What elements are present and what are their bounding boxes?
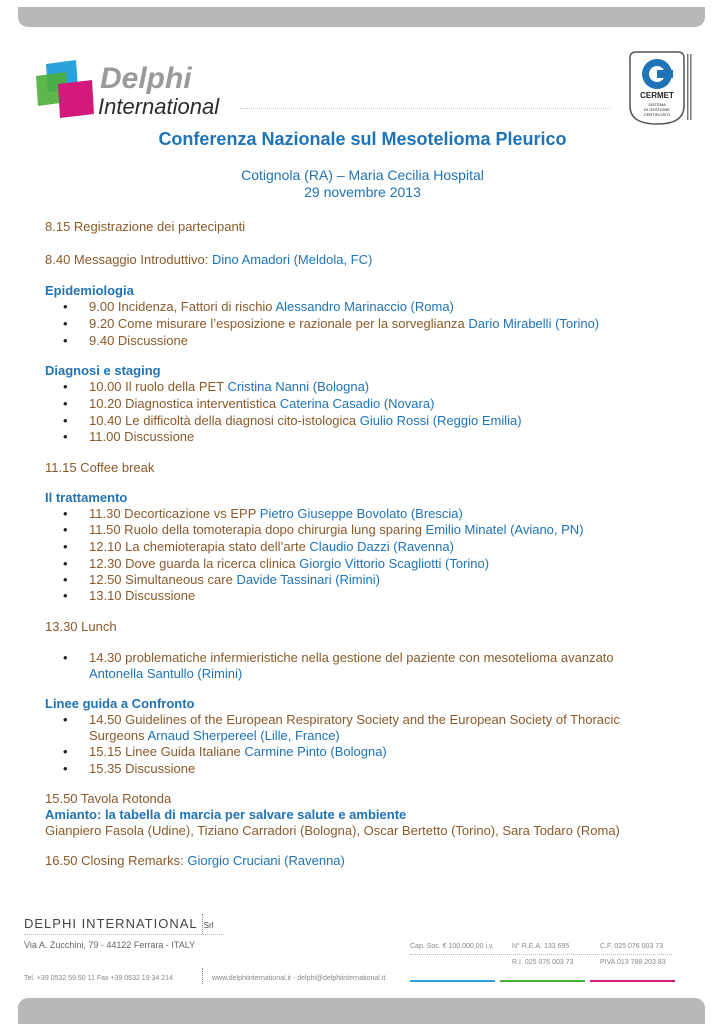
footer-piva: PIVA 013 788 203 83 — [600, 959, 666, 966]
program-item: 14.50 Guidelines of the European Respiratory Society and the European Society of Thoracic — [89, 712, 620, 727]
section-heading-trattamento: Il trattamento — [45, 490, 128, 505]
bullet: • — [63, 556, 68, 571]
bullet: • — [63, 299, 68, 314]
bullet: • — [63, 572, 68, 587]
registration: 8.15 Registrazione dei partecipanti — [45, 219, 246, 234]
intro-speaker: Dino Amadori (Meldola, FC) — [211, 252, 373, 267]
program-item: 11.30 Decorticazione vs EPP Pietro Giuseppe Bovolato (Brescia) — [89, 506, 463, 521]
svg-text:DI GESTIONE: DI GESTIONE — [644, 107, 670, 112]
bullet: • — [63, 316, 68, 331]
svg-text:SISTEMA: SISTEMA — [648, 102, 666, 107]
section-heading-epidemiologia: Epidemiologia — [45, 283, 134, 298]
nursing-speaker: Antonella Santullo (Rimini) — [89, 666, 243, 681]
program-item-cont: Surgeons Arnaud Sherpereel (Lille, France) — [89, 728, 340, 743]
bullet: • — [63, 413, 68, 428]
logo-square-magenta — [58, 80, 94, 118]
bullet: • — [63, 379, 68, 394]
program-item: 9.00 Incidenza, Fattori di rischio Alessandro Marinaccio (Roma) — [89, 299, 454, 314]
footer-phone: Tel. +39 0532 59 50 11 Fax +39 0532 19 34 214 — [24, 975, 173, 982]
program-item: 15.15 Linee Guida Italiane Carmine Pinto (Bologna) — [89, 744, 387, 759]
event-location: Cotignola (RA) – Maria Cecilia Hospital — [241, 167, 484, 183]
footer-cf: C.F. 025 076 003 73 — [600, 943, 664, 950]
logo-text-international: International — [98, 94, 220, 119]
bullet: • — [63, 429, 68, 444]
program-item: 13.10 Discussione — [89, 588, 196, 603]
round-table: 15.50 Tavola Rotonda — [45, 791, 172, 806]
footer-separator — [202, 968, 203, 984]
program-item: 15.35 Discussione — [89, 761, 196, 776]
cermet-certification-badge — [626, 50, 694, 126]
bullet: • — [63, 588, 68, 603]
footer-divider — [410, 954, 672, 955]
closing-remarks: 16.50 Closing Remarks: Giorgio Cruciani (Ravenna) — [45, 853, 345, 868]
delphi-logo — [36, 58, 236, 124]
bullet: • — [63, 539, 68, 554]
coffee-break: 11.15 Coffee break — [45, 460, 155, 475]
bullet: • — [63, 396, 68, 411]
bullet: • — [63, 712, 68, 727]
bullet: • — [63, 522, 68, 537]
program-item: 12.30 Dove guarda la ricerca clinica Giorgio Vittorio Scagliotti (Torino) — [89, 556, 490, 571]
footer-color-bar-magenta — [590, 980, 675, 982]
section-heading-diagnosi: Diagnosi e staging — [45, 363, 161, 378]
footer-separator — [202, 914, 203, 934]
program-item: 11.00 Discussione — [89, 429, 195, 444]
header-divider — [240, 108, 610, 109]
bullet: • — [63, 744, 68, 759]
bottom-bar — [18, 998, 705, 1024]
program-item: 11.50 Ruolo della tomoterapia dopo chirurgia lung sparing Emilio Minatel (Aviano, PN) — [89, 522, 584, 537]
footer-divider — [24, 934, 224, 935]
bullet: • — [63, 333, 68, 348]
top-bar — [18, 7, 705, 27]
program-item: 12.50 Simultaneous care Davide Tassinari (Rimini) — [89, 572, 380, 587]
footer-web: www.delphiinternational.it - delphi@delphiinternational.it — [212, 975, 386, 982]
round-table-title: Amianto: la tabella di marcia per salvare salute e ambiente — [45, 807, 407, 822]
footer-rea: N° R.E.A. 133 695 — [512, 943, 570, 950]
svg-text:CERTIFICATO: CERTIFICATO — [643, 112, 671, 117]
footer-company: DELPHI INTERNATIONAL Srl — [24, 916, 214, 931]
program-item: 10.00 Il ruolo della PET Cristina Nanni (Bologna) — [89, 379, 370, 394]
footer-address: Via A. Zucchini, 79 - 44122 Ferrara - ITALY — [24, 940, 196, 950]
page-title: Conferenza Nazionale sul Mesotelioma Pleurico — [158, 129, 567, 149]
logo-text-delphi: Delphi — [100, 62, 192, 95]
program-item-nursing: 14.30 problematiche infermieristiche nella gestione del paziente con mesotelioma avanzato — [89, 650, 614, 665]
program-item: 10.20 Diagnostica interventistica Caterina Casadio (Novara) — [89, 396, 435, 411]
footer-capital: Cap. Soc. € 100.000,00 i.v. — [410, 943, 494, 950]
program-item: 9.40 Discussione — [89, 333, 188, 348]
bullet: • — [63, 506, 68, 521]
program-item: 9.20 Come misurare l’esposizione e razionale per la sorveglianza Dario Mirabelli (Torino) — [89, 316, 600, 331]
intro-line: 8.40 Messaggio Introduttivo: Dino Amadori (Meldola, FC) — [45, 252, 373, 267]
footer-color-bar-blue — [410, 980, 495, 982]
event-date: 29 novembre 2013 — [304, 184, 421, 200]
lunch: 13.30 Lunch — [45, 619, 117, 634]
bullet: • — [63, 761, 68, 776]
round-table-panel: Gianpiero Fasola (Udine), Tiziano Carradori (Bologna), Oscar Bertetto (Torino), Sara Todaro (Roma) — [45, 823, 620, 838]
footer-ri: R.I. 025 076 003 73 — [512, 959, 574, 966]
footer-color-bar-green — [500, 980, 585, 982]
program-item: 10.40 Le difficoltà della diagnosi cito-istologica Giulio Rossi (Reggio Emilia) — [89, 413, 522, 428]
program-item: 12.10 La chemioterapia stato dell’arte Claudio Dazzi (Ravenna) — [89, 539, 454, 554]
bullet: • — [63, 650, 68, 665]
cert-name: CERMET — [640, 91, 674, 100]
section-heading-linee-guida: Linee guida a Confronto — [45, 696, 195, 711]
